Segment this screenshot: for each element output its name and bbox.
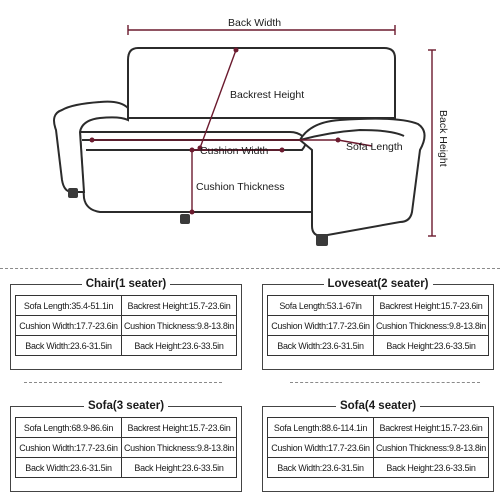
table-row xyxy=(268,316,489,336)
cushion-thickness-label: Cushion Thickness xyxy=(196,181,285,193)
spec-table xyxy=(15,295,237,356)
spec-table xyxy=(15,417,237,478)
table-cell: Back Width:23.6-31.5in xyxy=(268,458,374,478)
table-cell: Backrest Height:15.7-23.6in xyxy=(373,418,488,438)
table-row xyxy=(16,296,237,316)
table-cell: Back Width:23.6-31.5in xyxy=(16,458,122,478)
table-cell: Cushion Thickness:9.8-13.8in xyxy=(121,316,236,336)
table-cell: Sofa Length:88.6-114.1in xyxy=(268,418,374,438)
table-row xyxy=(16,316,237,336)
table-cell: Back Height:23.6-33.5in xyxy=(373,336,488,356)
table-cell: Back Width:23.6-31.5in xyxy=(16,336,122,356)
section-divider xyxy=(0,268,500,269)
table-row xyxy=(268,438,489,458)
table-cell: Sofa Length:53.1-67in xyxy=(268,296,374,316)
table-cell: Cushion Width:17.7-23.6in xyxy=(16,316,122,336)
box-separator-left xyxy=(24,382,222,383)
table-row xyxy=(16,458,237,478)
table-cell: Backrest Height:15.7-23.6in xyxy=(373,296,488,316)
table-row xyxy=(16,418,237,438)
table-cell: Back Height:23.6-33.5in xyxy=(373,458,488,478)
table-cell: Sofa Length:35.4-51.1in xyxy=(16,296,122,316)
table-cell: Cushion Width:17.7-23.6in xyxy=(268,316,374,336)
back-height-label: Back Height xyxy=(437,110,449,167)
table-cell: Cushion Width:17.7-23.6in xyxy=(268,438,374,458)
table-cell: Back Height:23.6-33.5in xyxy=(121,458,236,478)
box-title: Sofa(3 seater) xyxy=(11,399,241,413)
table-row xyxy=(16,336,237,356)
size-box-sofa-3-seater xyxy=(10,400,242,492)
table-cell: Cushion Width:17.7-23.6in xyxy=(16,438,122,458)
size-box-sofa-4-seater xyxy=(262,400,494,492)
sofa-length-label: Sofa Length xyxy=(346,141,403,153)
box-title: Sofa(4 seater) xyxy=(263,399,493,413)
table-cell: Cushion Thickness:9.8-13.8in xyxy=(373,438,488,458)
box-title: Chair(1 seater) xyxy=(11,277,241,291)
table-row xyxy=(268,458,489,478)
box-title: Loveseat(2 seater) xyxy=(263,277,493,291)
table-row xyxy=(268,418,489,438)
cushion-width-label: Cushion Width xyxy=(200,145,269,157)
table-cell: Backrest Height:15.7-23.6in xyxy=(121,418,236,438)
table-cell: Cushion Thickness:9.8-13.8in xyxy=(373,316,488,336)
size-box-loveseat xyxy=(262,278,494,370)
size-box-chair xyxy=(10,278,242,370)
back-width-label: Back Width xyxy=(228,17,282,29)
spec-table xyxy=(267,295,489,356)
box-separator-right xyxy=(290,382,480,383)
table-cell: Sofa Length:68.9-86.6in xyxy=(16,418,122,438)
backrest-height-label: Backrest Height xyxy=(230,89,305,101)
table-row xyxy=(268,296,489,316)
table-row xyxy=(16,438,237,458)
spec-table xyxy=(267,417,489,478)
table-cell: Back Height:23.6-33.5in xyxy=(121,336,236,356)
table-cell: Back Width:23.6-31.5in xyxy=(268,336,374,356)
table-cell: Cushion Thickness:9.8-13.8in xyxy=(121,438,236,458)
table-row xyxy=(268,336,489,356)
table-cell: Backrest Height:15.7-23.6in xyxy=(121,296,236,316)
